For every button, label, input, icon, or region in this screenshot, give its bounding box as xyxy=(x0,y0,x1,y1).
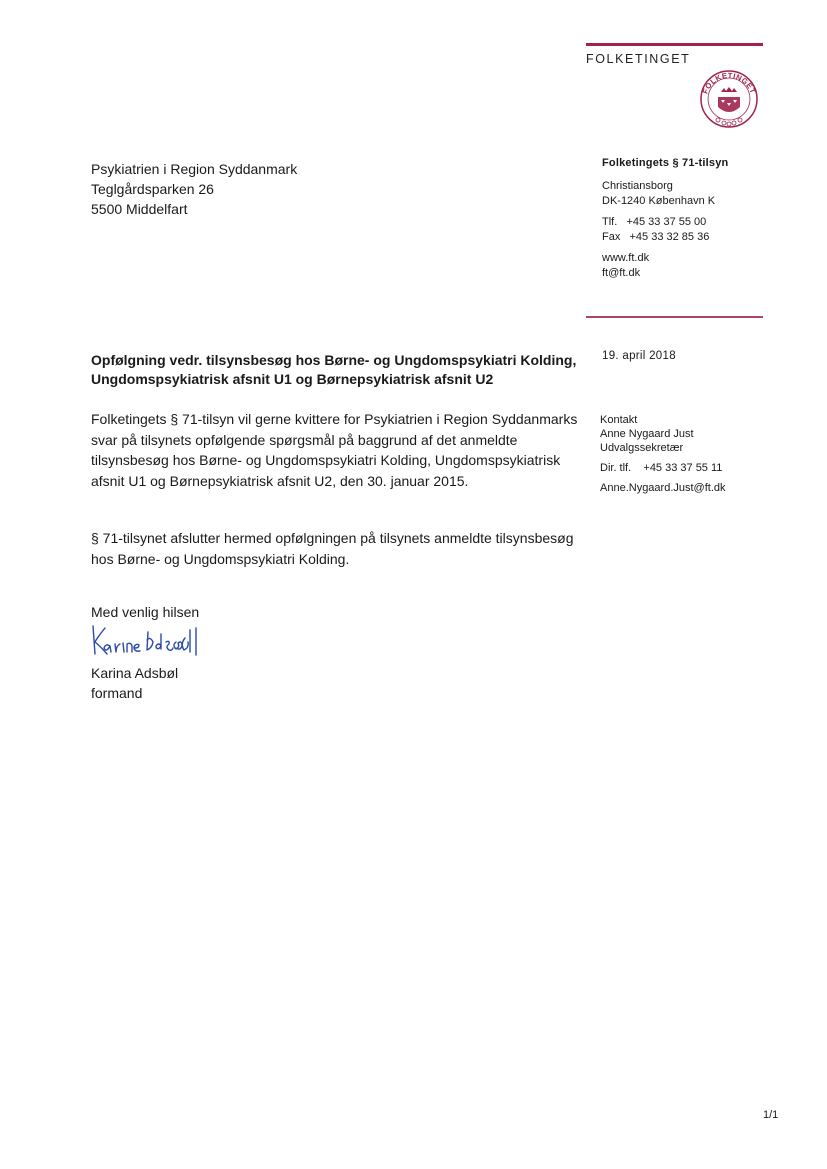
sender-name: Folketingets § 71-tilsyn xyxy=(602,157,729,169)
recipient-line: Teglgårdsparken 26 xyxy=(91,181,214,197)
closing-greeting: Med venlig hilsen xyxy=(91,604,200,620)
body-paragraph: § 71-tilsynet afslutter hermed opfølgningen på tilsynets anmeldte tilsynsbesøg hos Børne- og Ungdomspsykiatri Kolding. xyxy=(91,530,574,567)
sender-address-line: DK-1240 København K xyxy=(602,195,716,207)
signer-name: Karina Adsbøl xyxy=(91,665,179,681)
page-number: 1/1 xyxy=(763,1109,779,1121)
handwritten-signature xyxy=(90,624,220,658)
contact-block xyxy=(600,413,726,495)
letterhead-top-rule xyxy=(586,43,763,46)
contact-heading: Kontakt xyxy=(600,414,638,426)
seal-text: FOLKETINGET xyxy=(700,70,758,96)
contact-direct-phone: Dir. tlf. +45 33 37 55 11 xyxy=(600,462,723,474)
sender-phone: Tlf. +45 33 37 55 00 xyxy=(602,216,707,228)
body-paragraph: Folketingets § 71-tilsyn vil gerne kvittere for Psykiatrien i Region Syddanmarks svar på tilsynets opfølgende spørgsmål på baggrund af det anmeldte tilsynsbesøg hos Børne- og Ungdomspsykiatri Kolding, Ungdomspsykiatrisk afsnit U1 og Børnepsykiatrisk afsnit U2, den 30. januar 2015. xyxy=(91,411,578,489)
sender-website-link[interactable]: www.ft.dk xyxy=(602,252,650,264)
signer-block xyxy=(91,663,178,703)
folketinget-seal-icon xyxy=(694,67,764,129)
sender-email-link[interactable]: ft@ft.dk xyxy=(602,267,641,279)
contact-title: Udvalgssekretær xyxy=(600,442,684,454)
letter-subject xyxy=(91,351,591,389)
signer-role: formand xyxy=(91,685,143,701)
sender-block xyxy=(602,156,802,281)
contact-name: Anne Nygaard Just xyxy=(600,428,694,440)
letterhead-divider-rule xyxy=(586,316,763,318)
recipient-address xyxy=(91,159,297,219)
subject-line: Ungdomspsykiatrisk afsnit U1 og Børnepsykiatrisk afsnit U2 xyxy=(91,371,494,387)
sender-fax: Fax +45 33 32 85 36 xyxy=(602,231,710,243)
recipient-line: Psykiatrien i Region Syddanmark xyxy=(91,161,298,177)
brand-name: FOLKETINGET xyxy=(586,52,691,66)
subject-line: Opfølgning vedr. tilsynsbesøg hos Børne- og Ungdomspsykiatri Kolding, xyxy=(91,352,577,368)
recipient-line: 5500 Middelfart xyxy=(91,201,188,217)
contact-email-link[interactable]: Anne.Nygaard.Just@ft.dk xyxy=(600,482,726,494)
sender-address-line: Christiansborg xyxy=(602,180,673,192)
letter-date: 19. april 2018 xyxy=(602,350,676,362)
